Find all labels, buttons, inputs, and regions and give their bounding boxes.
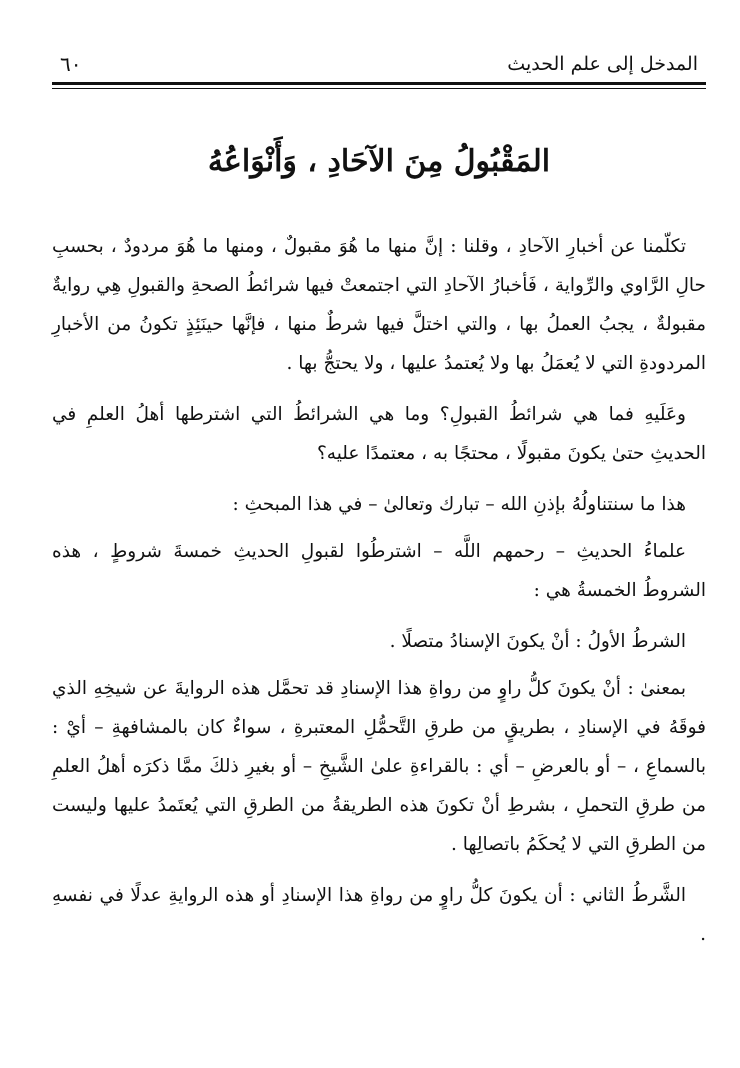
paragraph-five-conditions: علماءُ الحديثِ – رحمهم اللَّه – اشترطُوا لقبولِ الحديثِ خمسةَ شروطٍ ، هذه الشروطُ الخمسةُ هي : xyxy=(52,541,706,601)
paragraph-intro: تكلّمنا عن أخبارِ الآحادِ ، وقلنا : إنَّ منها ما هُوَ مقبولٌ ، ومنها ما هُوَ مردودٌ ، بحسبِ حالِ الرَّاوي والرِّواية ، فَأخبارُ الآحادِ التي اجتمعتْ فيها شرائطُ الصحةِ والقبولِ هِي روايةٌ مقبولةٌ ، يجبُ العملُ بها ، والتي اختلَّ فيها شرطٌ منها ، فإنَّها حينَئِذٍ تكونُ من الأخبارِ المردودةِ التي لا يُعمَلُ بها ولا يُعتمدُ عليها ، ولا يحتجُّ بها . xyxy=(52,236,706,374)
chapter-title: المَقْبُولُ مِنَ الآحَادِ ، وَأَنْوَاعُهُ xyxy=(207,144,551,179)
paragraph-condition-two: الشَّرطُ الثاني : أن يكونَ كلُّ راوٍ من رواةِ هذا الإسنادِ أو هذه الروايةِ عدلًا في نفسهِ . xyxy=(52,885,706,945)
header-rule-thin xyxy=(52,88,706,89)
page-number: ٦٠ xyxy=(60,52,82,76)
page-header xyxy=(52,40,706,78)
paragraph-topic: هذا ما سنتناولُهُ بإذنِ الله – تبارك وتعالىٰ – في هذا المبحثِ : xyxy=(232,494,686,515)
book-page xyxy=(52,40,706,966)
header-rule-thick xyxy=(52,82,706,85)
paragraph-question: وعَلَيهِ فما هي شرائطُ القبولِ؟ وما هي الشرائطُ التي اشترطها أهلُ العلمِ في الحديثِ حتىٰ يكونَ مقبولًا ، محتجًا به ، معتمدًا عليه؟ xyxy=(52,404,706,464)
paragraph-condition-one: الشرطُ الأولُ : أنْ يكونَ الإسنادُ متصلًا . xyxy=(389,631,686,652)
running-head-title: المدخل إلى علم الحديث xyxy=(507,53,698,75)
paragraph-condition-one-explained: بمعنىٰ : أنْ يكونَ كلُّ راوٍ من رواةِ هذا الإسنادِ قد تحمَّل هذه الروايةَ عن شيخِهِ الذي فوقَهُ في الإسنادِ ، بطريقٍ من طرقِ التَّحمُّلِ المعتبرةِ ، سواءٌ كان بالمشافهةِ – أيْ : بالسماعِ ، – أو بالعرضِ – أي : بالقراءةِ علىٰ الشَّيخِ – أو بغيرِ ذلكَ ممَّا ذكرَه أهلُ العلمِ من طرقِ التحملِ ، بشرطِ أنْ تكونَ هذه الطريقةُ من الطرقِ التي يُعتَمدُ عليها وليست من الطرقِ التي لا يُحكَمُ باتصالِها . xyxy=(52,678,706,855)
